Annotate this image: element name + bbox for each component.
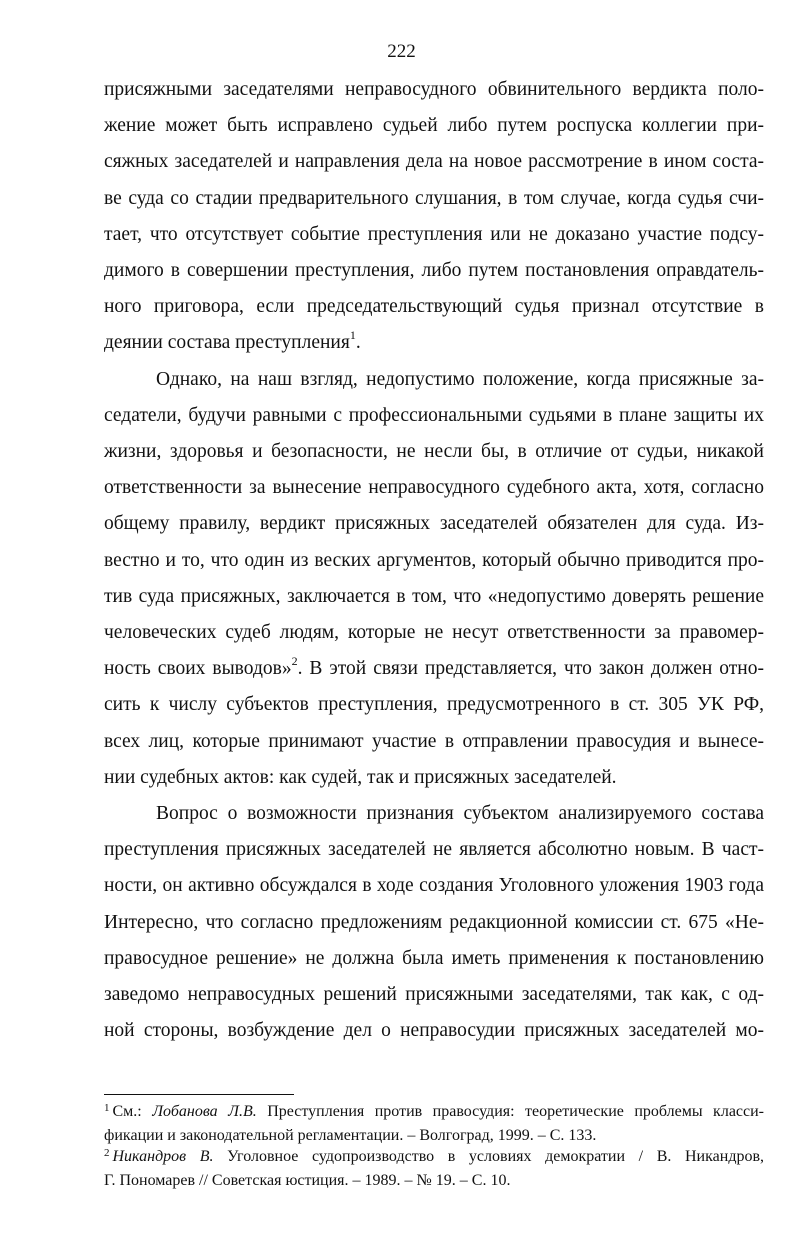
text-line: ного приговора, если председательствующий судья признал отсутствие в [104,296,764,318]
footnote-author: Никандров В. [112,1148,214,1165]
paragraph-3 [104,796,764,1049]
text-line: общему правилу, вердикт присяжных заседателей обязателен для суда. Из- [104,513,764,535]
footnote-line [104,1101,764,1125]
text-line [104,325,764,361]
text-line: присяжными заседателями неправосудного обвинительного вердикта поло- [104,79,764,100]
text-line: ответственности за вынесение неправосудного судебного акта, хотя, согласно [104,477,764,499]
footnote-text: Уголовное судопроизводство в условиях демократии / В. Никандров, [213,1148,765,1165]
footnote-mark: 2 [104,1147,110,1159]
text-line: сить к числу субъектов преступления, предусмотренного в ст. 305 УК РФ, [104,694,764,716]
footnote-line: фикации и законодательной регламентации. – Волгоград, 1999. – С. 133. [104,1126,597,1144]
text-line: жизни, здоровья и безопасности, не несли бы, в отличие от судьи, никакой [104,441,764,463]
text-line: жение может быть исправлено судьей либо путем роспуска коллегии при- [104,115,764,137]
text-line: тает, что отсутствует событие преступления или не доказано участие подсу- [104,223,764,245]
footnote-author: Лобанова Л.В. [152,1103,257,1120]
text-line: ной стороны, возбуждение дел о неправосудии присяжных заседателей мо- [104,1020,764,1042]
footnote-prefix: См.: [112,1103,153,1120]
footnote-mark: 1 [104,1102,110,1114]
footnote-line: Г. Пономарев // Советская юстиция. – 1989. – № 19. – С. 10. [104,1171,511,1189]
footnote-line [104,1146,764,1170]
text-line: седатели, будучи равными с профессиональными судьями в плане защиты их [104,404,764,426]
footnote-text: Преступления против правосудия: теоретические проблемы класси- [256,1103,765,1120]
text-fragment: деянии состава преступления [104,332,350,354]
text-line: правосудное решение» не должна была иметь применения к постановлению [104,947,764,969]
text-line: заведомо неправосудных решений присяжными заседателями, так как, с од- [104,984,764,1006]
footnote-2 [104,1146,764,1191]
page-number: 222 [387,41,416,62]
footnote-divider [104,1094,294,1095]
text-fragment: . В этой связи представляется, что закон должен отно- [297,658,764,680]
text-line: всех лиц, которые принимают участие в отправлении правосудия и вынесе- [104,730,764,752]
paragraph-1 [104,72,764,362]
text-line: тив суда присяжных, заключается в том, что «недопустимо доверять решение [104,585,764,607]
text-fragment: ность своих выводов» [104,658,292,680]
footnote-ref-1[interactable]: 1 [349,327,356,342]
text-line: Интересно, что согласно предложениям редакционной комиссии ст. 675 «Не- [104,911,764,933]
text-line: преступления присяжных заседателей не является абсолютно новым. В част- [104,839,764,861]
body-text [104,72,764,1049]
paragraph-2 [104,362,764,796]
text-line: человеческих судеб людям, которые не несут ответственности за правомер- [104,622,764,644]
text-fragment: . [355,332,361,354]
text-line: димого в совершении преступления, либо путем постановления оправдатель- [104,260,764,282]
footnotes [104,1101,764,1191]
text-line: нии судебных актов: как судей, так и присяжных заседателей. [104,766,617,788]
text-line: ности, он активно обсуждался в ходе создания Уголовного уложения 1903 года [104,875,764,897]
text-line [104,651,764,687]
text-line: ве суда со стадии предварительного слушания, в том случае, когда судья счи- [104,187,764,209]
footnote-ref-2[interactable]: 2 [291,653,298,668]
footnote-1 [104,1101,764,1146]
text-line: вестно и то, что один из веских аргументов, который обычно приводится про- [104,549,764,571]
text-line: Вопрос о возможности признания субъектом анализируемого состава [156,803,764,825]
text-line: Однако, на наш взгляд, недопустимо положение, когда присяжные за- [156,368,764,390]
text-line: сяжных заседателей и направления дела на новое рассмотрение в ином соста- [104,151,764,173]
